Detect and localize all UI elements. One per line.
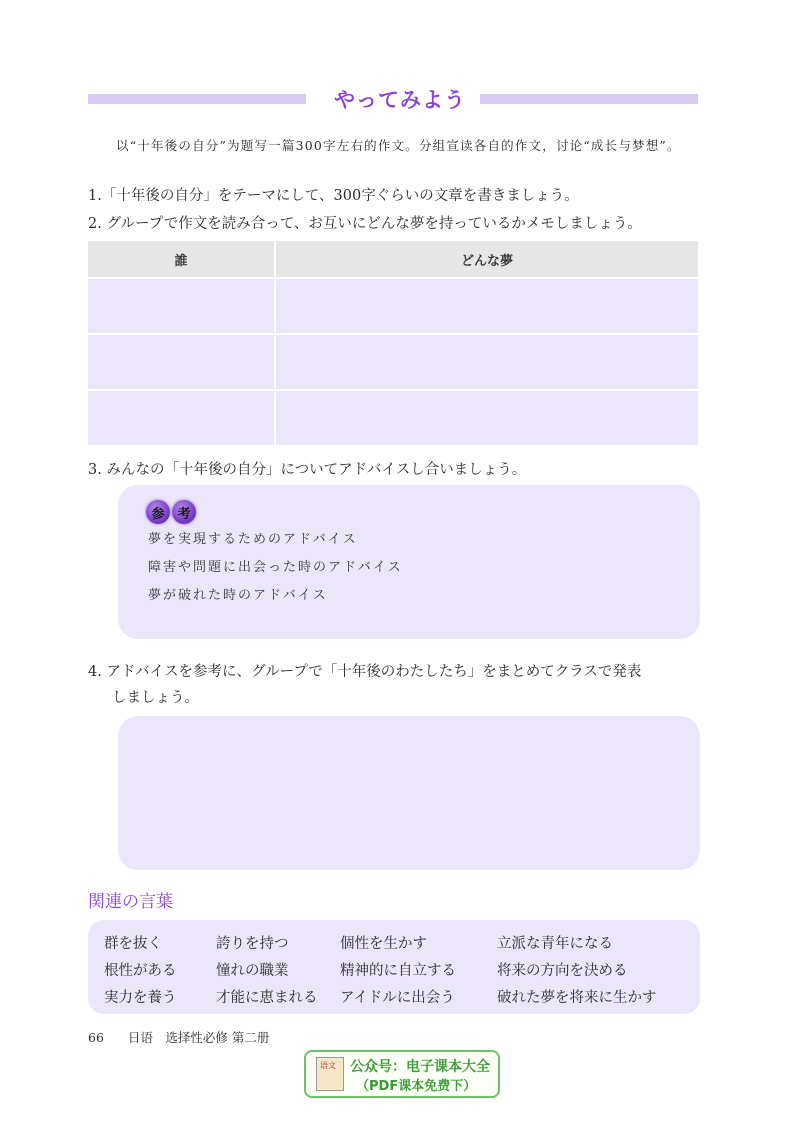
table-row xyxy=(88,389,698,445)
vocab-item: 個性を生かす xyxy=(340,936,427,952)
vocab-item: アイドルに出会う xyxy=(340,990,455,1006)
watermark-line-2: （PDF课本免费下） xyxy=(356,1079,477,1094)
page-number: 66 xyxy=(88,1030,104,1045)
vocab-item: 立派な青年になる xyxy=(497,936,613,952)
table-cell-who[interactable] xyxy=(88,335,274,389)
task-2: 2. グループで作文を読み合って、お互いにどんな夢を持っているかメモしましょう。 xyxy=(88,216,642,232)
hint-item: 障害や問題に出会った時のアドバイス xyxy=(148,560,403,575)
task-4: 4. アドバイスを参考に、グループで「十年後のわたしたち」をまとめてクラスで発表 xyxy=(88,664,642,680)
vocab-item: 憧れの職業 xyxy=(216,963,289,979)
table-cell-dream[interactable] xyxy=(274,279,698,333)
vocab-item: 誇りを持つ xyxy=(216,936,289,952)
book-title: 日语 选择性必修 第二册 xyxy=(127,1030,270,1045)
hint-item: 夢を実現するためのアドバイス xyxy=(148,532,358,547)
vocab-item: 才能に恵まれる xyxy=(216,990,318,1006)
table-row xyxy=(88,277,698,333)
vocab-item: 破れた夢を将来に生かす xyxy=(497,990,657,1006)
badge-char: 参 xyxy=(146,500,170,524)
task-3: 3. みんなの「十年後の自分」についてアドバイスし合いましょう。 xyxy=(88,462,527,478)
book-icon xyxy=(316,1057,344,1091)
table-header xyxy=(88,241,698,277)
vocab-title: 関連の言葉 xyxy=(88,892,173,912)
hint-badge xyxy=(146,500,196,524)
watermark-banner xyxy=(304,1050,500,1098)
book-icon-label: 语文 xyxy=(320,1061,336,1070)
banner-bar-right xyxy=(480,94,698,104)
answer-box[interactable] xyxy=(118,716,700,870)
table-cell-who[interactable] xyxy=(88,391,274,445)
page-title: やってみよう xyxy=(334,88,466,112)
vocab-item: 群を抜く xyxy=(104,936,162,952)
vocab-item: 根性がある xyxy=(104,963,177,979)
table-cell-who[interactable] xyxy=(88,279,274,333)
vocab-item: 将来の方向を決める xyxy=(497,963,628,979)
intro-text: 以“十年後の自分”为题写一篇300字左右的作文。分组宣读各自的作文，讨论“成长与梦想”。 xyxy=(116,138,681,153)
table-row xyxy=(88,333,698,389)
page-footer xyxy=(88,1028,269,1046)
badge-char: 考 xyxy=(172,500,196,524)
task-4-cont: しましょう。 xyxy=(112,690,199,706)
header-dream: どんな夢 xyxy=(274,241,698,277)
task-1: 1.「十年後の自分」をテーマにして、300字ぐらいの文章を書きましょう。 xyxy=(88,188,579,204)
vocab-item: 精神的に自立する xyxy=(340,963,456,979)
header-who: 誰 xyxy=(174,253,188,269)
table-cell-dream[interactable] xyxy=(274,335,698,389)
dream-table xyxy=(88,241,698,445)
watermark-line-1: 公众号：电子课本大全 xyxy=(350,1059,490,1075)
hint-item: 夢が破れた時のアドバイス xyxy=(148,588,328,603)
table-cell-dream[interactable] xyxy=(274,391,698,445)
banner-bar-left xyxy=(88,94,306,104)
vocab-item: 実力を養う xyxy=(104,990,177,1006)
